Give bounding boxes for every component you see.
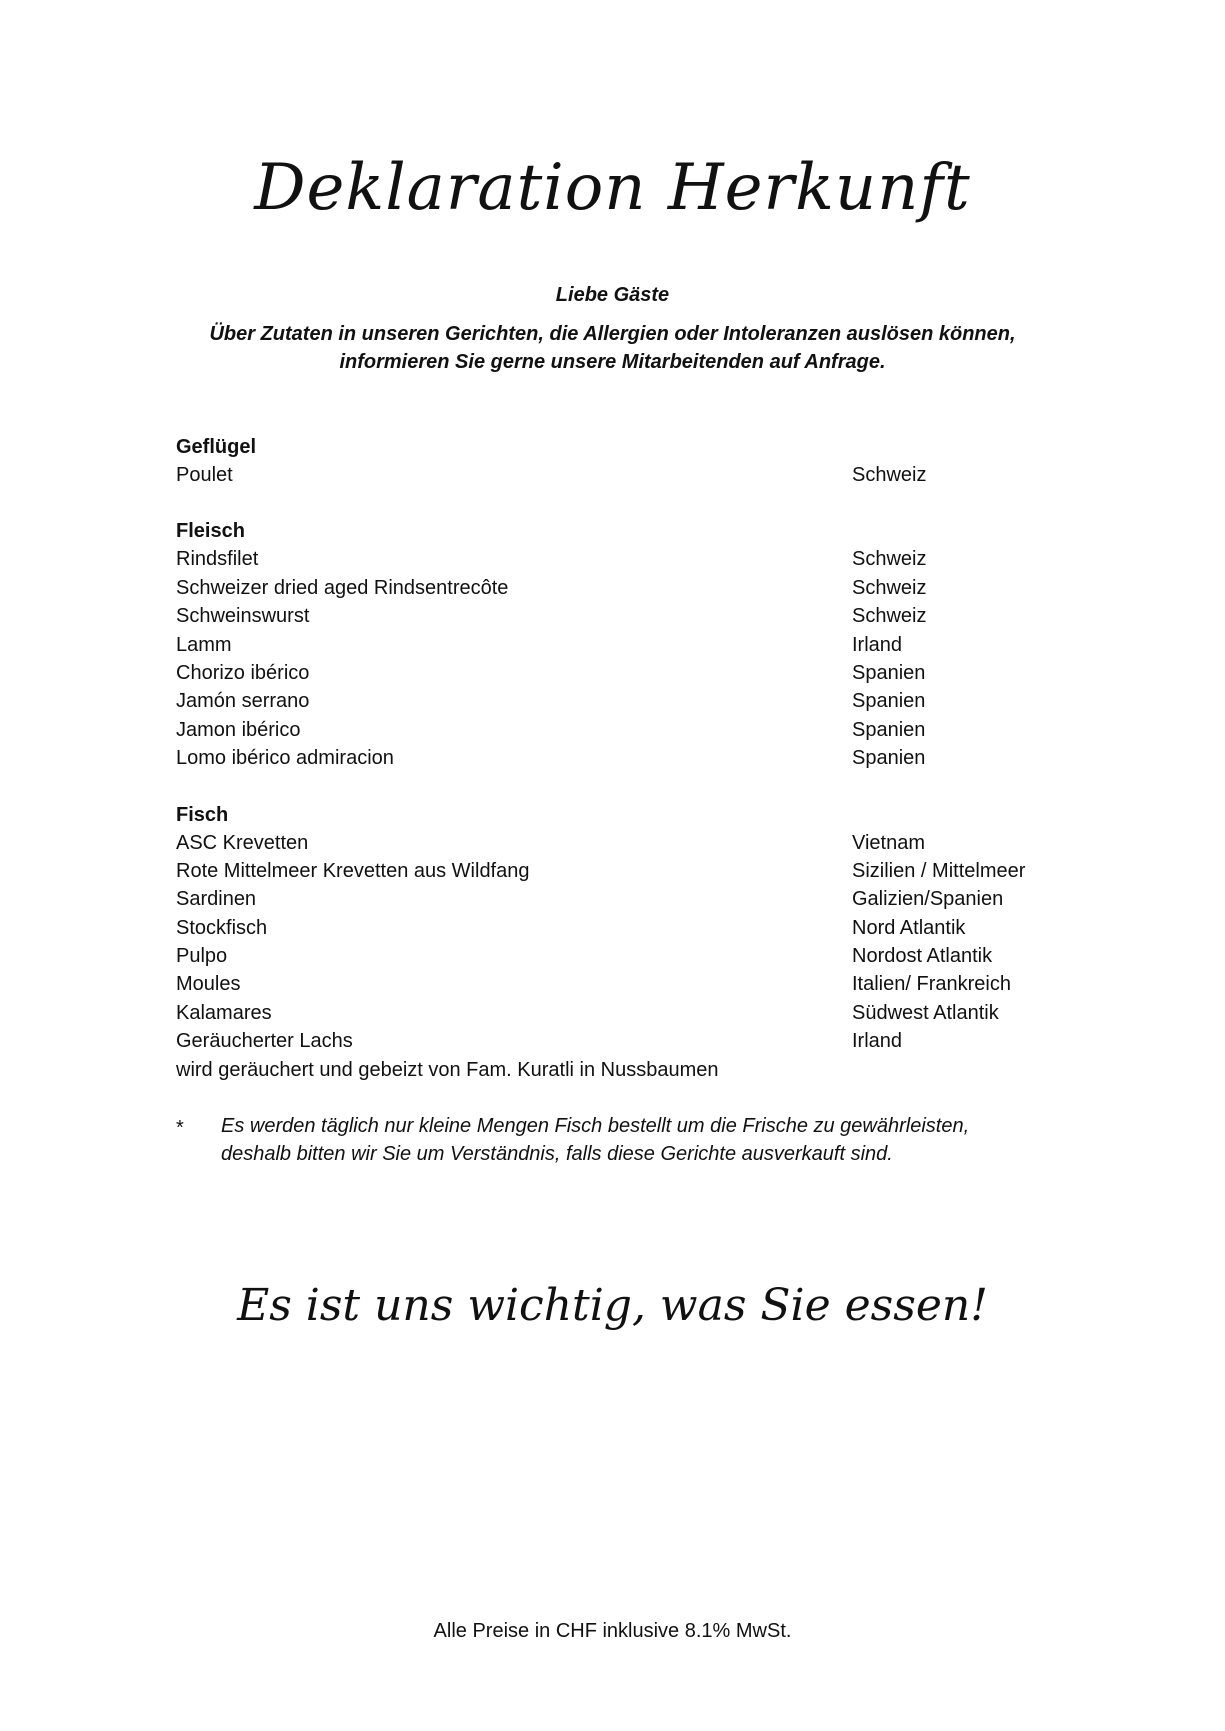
- list-item: [176, 914, 1076, 942]
- item-name: Pulpo: [176, 945, 228, 968]
- item-name: Schweinswurst: [176, 605, 310, 628]
- item-name: Kalamares: [176, 1001, 272, 1024]
- item-origin: Irland: [852, 633, 903, 656]
- item-origin: Vietnam: [852, 831, 926, 854]
- item-origin: Nordost Atlantik: [852, 945, 993, 968]
- item-name: Lamm: [176, 633, 232, 656]
- item-name: Geräucherter Lachs: [176, 1030, 353, 1053]
- list-item: [176, 461, 1076, 489]
- note-line-1: Es werden täglich nur kleine Mengen Fisch bestellt um die Frische zu gewährleisten,: [221, 1115, 970, 1137]
- greeting: Liebe Gäste: [555, 284, 670, 306]
- section-heading: Fleisch: [176, 520, 245, 543]
- item-origin: Nord Atlantik: [852, 916, 966, 939]
- item-name: Jamón serrano: [176, 690, 310, 713]
- note-line-2: deshalb bitten wir Sie um Verständnis, falls diese Gerichte ausverkauft sind.: [221, 1143, 893, 1165]
- list-item: [176, 1027, 1076, 1055]
- item-name: Sardinen: [176, 888, 257, 911]
- origin-list: [176, 433, 1076, 1112]
- section-fleisch: [176, 517, 1076, 772]
- footer-price-note: Alle Preise in CHF inklusive 8.1% MwSt.: [433, 1620, 792, 1642]
- item-origin: Spanien: [852, 690, 926, 713]
- section-geflügel: [176, 433, 1076, 489]
- list-item: [176, 545, 1076, 573]
- item-name: ASC Krevetten: [176, 831, 309, 854]
- note-marker: *: [176, 1117, 184, 1139]
- item-name: Poulet: [176, 464, 233, 486]
- list-item: [176, 631, 1076, 659]
- page-title: Deklaration Herkunft: [254, 151, 971, 225]
- list-item: [176, 829, 1076, 857]
- item-name: wird geräuchert und gebeizt von Fam. Kuratli in Nussbaumen: [176, 1058, 719, 1081]
- list-item: [176, 744, 1076, 772]
- note-text: [221, 1112, 1041, 1168]
- item-origin: Schweiz: [852, 576, 927, 599]
- item-origin: Italien/ Frankreich: [852, 973, 1011, 996]
- list-item: [176, 602, 1076, 630]
- item-origin: Südwest Atlantik: [852, 1001, 999, 1024]
- item-origin: Spanien: [852, 718, 926, 741]
- intro-line-2: informieren Sie gerne unsere Mitarbeitenden auf Anfrage.: [339, 351, 886, 373]
- item-name: Jamon ibérico: [176, 718, 301, 741]
- list-item: [176, 659, 1076, 687]
- item-name: Moules: [176, 973, 241, 996]
- section-heading: Geflügel: [176, 436, 257, 458]
- list-item: [176, 1056, 1076, 1084]
- item-origin: Sizilien / Mittelmeer: [852, 859, 1026, 882]
- intro-text: [150, 320, 1075, 376]
- list-item: [176, 970, 1076, 998]
- item-origin: Schweiz: [852, 605, 927, 628]
- list-item: [176, 885, 1076, 913]
- item-name: Chorizo ibérico: [176, 661, 310, 684]
- section-fisch: [176, 801, 1076, 1085]
- item-origin: Irland: [852, 1030, 903, 1053]
- item-origin: Schweiz: [852, 548, 927, 571]
- item-name: Rindsfilet: [176, 548, 259, 571]
- item-name: Rote Mittelmeer Krevetten aus Wildfang: [176, 859, 530, 882]
- item-name: Schweizer dried aged Rindsentrecôte: [176, 576, 509, 599]
- item-origin: Schweiz: [852, 464, 927, 486]
- item-origin: Spanien: [852, 747, 926, 770]
- item-origin: Galizien/Spanien: [852, 888, 1004, 911]
- intro-line-1: Über Zutaten in unseren Gerichten, die Allergien oder Intoleranzen auslösen können,: [209, 323, 1016, 345]
- list-item: [176, 942, 1076, 970]
- item-origin: Spanien: [852, 661, 926, 684]
- list-item: [176, 574, 1076, 602]
- list-item: [176, 999, 1076, 1027]
- list-item: [176, 857, 1076, 885]
- slogan: Es ist uns wichtig, was Sie essen!: [237, 1280, 988, 1331]
- item-name: Lomo ibérico admiracion: [176, 747, 394, 770]
- list-item: [176, 716, 1076, 744]
- section-heading: Fisch: [176, 803, 229, 826]
- list-item: [176, 687, 1076, 715]
- item-name: Stockfisch: [176, 916, 268, 939]
